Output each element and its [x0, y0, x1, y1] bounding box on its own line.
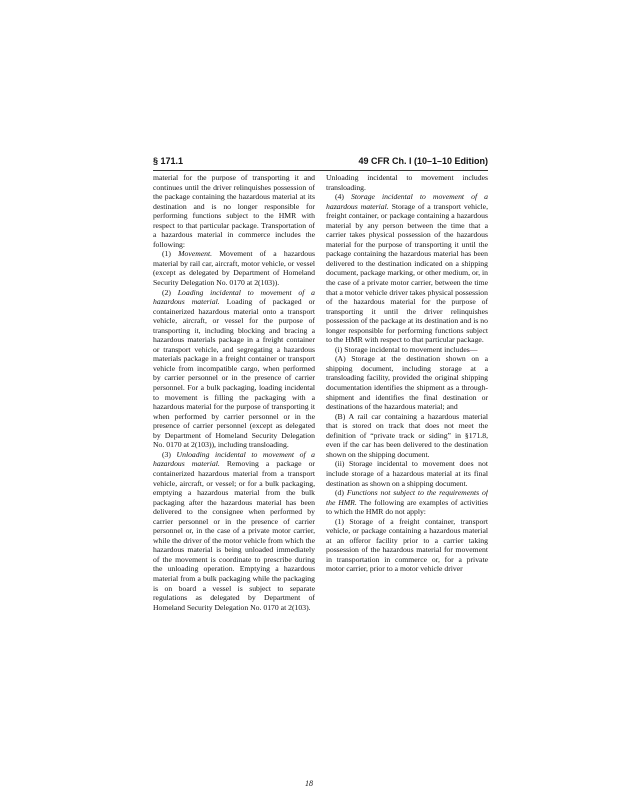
paragraph-heading: Storage incidental to movement of a hazardous material.	[326, 192, 488, 211]
paragraph	[153, 249, 315, 287]
paragraph-text: material for the purpose of transporting it and continues until the driver relinquishes possession of the package containing the hazardous material at its destination and is no longer responsible for performing functions subject to the HMR with respect to that particular package. Transportation of a hazardous material in commerce includes the following:	[153, 173, 315, 249]
paragraph-text: The following are examples of activities to which the HMR do not apply:	[326, 497, 488, 517]
paragraph-text: Removing a package or containerized hazardous material from a transport vehicle, aircraft, or vessel; or for a bulk packaging, emptying a hazardous material from the bulk packaging after the hazardous material has been delivered to the consignee when performed by carrier personnel or in the presence of carrier personnel or, in the case of a private motor carrier, while the driver of the motor vehicle from which the hazardous material is being unloaded immediately of the movement is coordinate to prescribe during the unloading operation. Emptying a hazardous material from a bulk packaging while the packaging is on board a vessel is subject to separate regulations as delegated by Department of Homeland Security Delegation No. 0170 at 2(103).	[153, 459, 315, 612]
paragraph-text: Storage incidental to movement does not include storage of a hazardous material at its final destination as shown on a shipping document.	[326, 459, 488, 488]
right-column	[326, 173, 488, 763]
paragraph-text: A rail car containing a hazardous material that is stored on track that does not meet the definition of “private track or siding” in §171.8, even if the car has been delivered to the destination shown on the shipping document.	[326, 411, 488, 459]
paragraph	[326, 517, 488, 574]
paragraph-label: (3)	[162, 449, 177, 459]
paragraph	[326, 459, 488, 488]
left-column	[153, 173, 315, 763]
paragraph-text: Storage of a transport vehicle, freight container, or package containing a hazardous material by any person between the time that a carrier takes physical possession of the hazardous material for the purpose of transporting it until the package containing the hazardous material has been delivered to the destination indicated on a shipping document, package marking, or other medium, or, in the case of a private motor carrier, between the time that a motor vehicle driver takes physical possession of the hazardous material for the purpose of transporting it until the driver relinquishes possession of the package at its destination and is no longer responsible for performing functions subject to the HMR with respect to that particular package.	[326, 201, 488, 345]
paragraph-label: (4)	[335, 192, 352, 202]
page-header	[153, 156, 488, 171]
paragraph-label: (1)	[162, 249, 179, 259]
paragraph	[153, 450, 315, 612]
paragraph-heading: Functions not subject to the requirements of the HMR.	[326, 488, 488, 507]
cfr-title: 49 CFR Ch. I (10–1–10 Edition)	[358, 156, 488, 166]
page-number: 18	[305, 779, 313, 788]
paragraph	[153, 288, 315, 450]
paragraph-text: Storage incidental to movement includes—	[344, 344, 478, 354]
paragraph-label: (d)	[335, 488, 347, 498]
paragraph	[326, 488, 488, 517]
paragraph	[326, 345, 488, 355]
paragraph	[326, 412, 488, 460]
paragraph	[153, 173, 315, 249]
paragraph-text: Storage of a freight container, transport vehicle, or package containing a hazardous material at an offeror facility prior to a carrier taking possession of the hazardous material for movement in transportation in commerce or, for a private motor carrier, prior to a motor vehicle driver	[326, 516, 488, 574]
paragraph-text: Storage at the destination shown on a shipping document, including storage at a transloading facility, provided the original shipping documentation identifies the shipment as a through-shipment and identifies the final destination or destinations of the hazardous material; and	[326, 354, 488, 412]
section-number: § 171.1	[153, 156, 184, 166]
paragraph-heading: Movement.	[178, 249, 213, 259]
paragraph	[326, 173, 488, 192]
paragraph-label: (2)	[162, 287, 178, 297]
paragraph	[326, 354, 488, 411]
paragraph-label: (A)	[335, 354, 352, 364]
paragraph-heading: Unloading incidental to movement of a hazardous material.	[153, 449, 315, 469]
paragraph-text: Unloading incidental to movement includes transloading.	[326, 173, 488, 192]
paragraph	[326, 192, 488, 345]
paragraph-label: (B)	[335, 411, 349, 421]
paragraph-label: (ii)	[335, 459, 349, 469]
paragraph-label: (i)	[335, 344, 345, 354]
paragraph-heading: Loading incidental to movement of a hazardous material.	[153, 287, 315, 307]
paragraph-label: (1)	[335, 516, 350, 526]
paragraph-text: Movement of a hazardous material by rail car, aircraft, motor vehicle, or vessel (except as delegated by Department of Homeland Security Delegation No. 0170 at 2(103)).	[153, 249, 315, 288]
paragraph-text: Loading of packaged or containerized hazardous material onto a transport vehicle, aircraft, or vessel for the purpose of transporting it, including blocking and bracing a hazardous materials package in a freight container or transport vehicle, and segregating a hazardous materials package in a freight container or transport vehicle from incompatible cargo, when performed by carrier personnel or in the presence of carrier personnel. For a bulk packaging, loading incidental to movement is filling the packaging with a hazardous material for the purpose of transporting it when performed by carrier personnel or in the presence of carrier personnel (except as delegated by Department of Homeland Security Delegation No. 0170 at 2(103)), including transloading.	[153, 297, 315, 450]
